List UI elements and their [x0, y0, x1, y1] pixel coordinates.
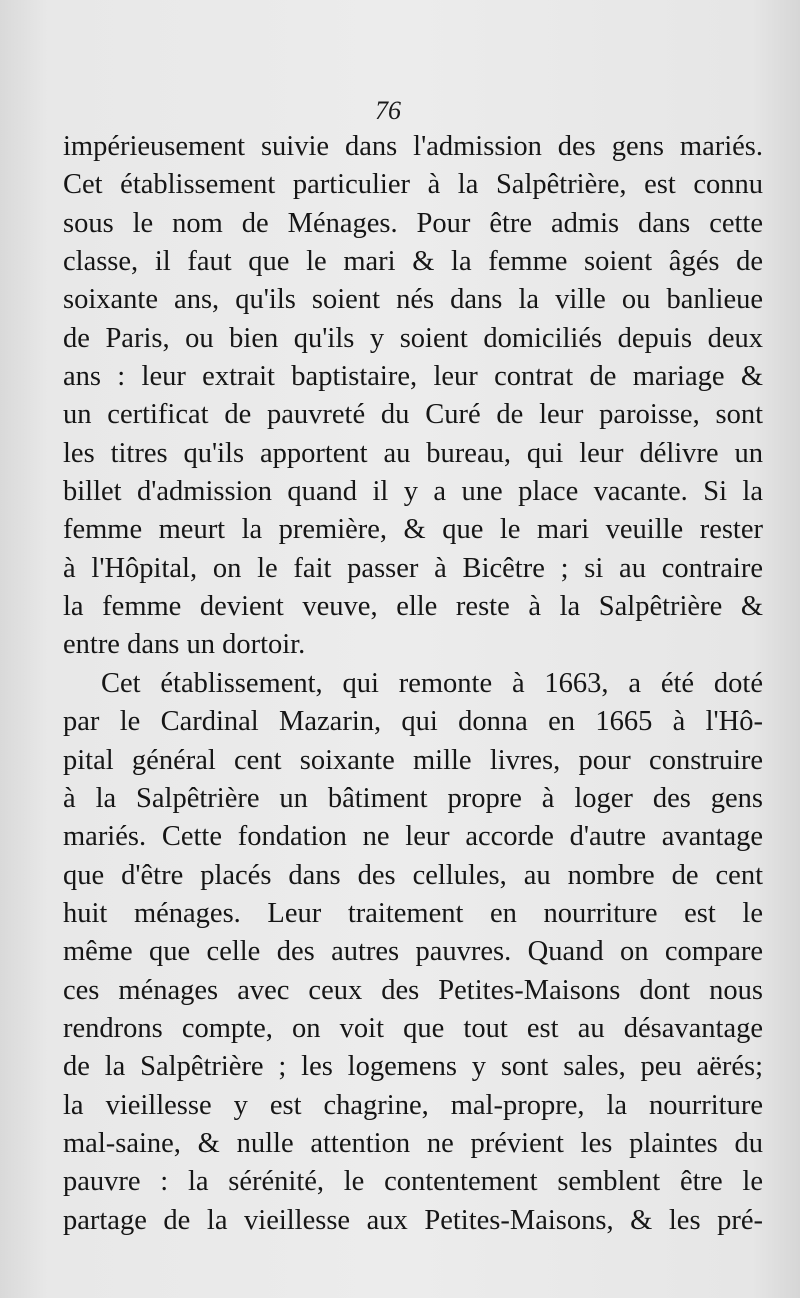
- text-line: Cet établissement particulier à la Salpêtrière, est connu: [63, 169, 763, 201]
- text-line: pital général cent soixante mille livres, pour construire: [63, 744, 763, 776]
- text-line: un certificat de pauvreté du Curé de leur paroisse, sont: [63, 399, 763, 431]
- text-line: mariés. Cette fondation ne leur accorde d'autre avantage: [63, 821, 763, 853]
- text-line: billet d'admission quand il y a une place vacante. Si la: [63, 476, 763, 508]
- text-line: classe, il faut que le mari & la femme soient âgés de: [63, 246, 763, 278]
- page-number: 76: [375, 96, 401, 125]
- paragraph-1: [63, 128, 763, 665]
- text-line: de Paris, ou bien qu'ils y soient domiciliés depuis deux: [63, 322, 763, 354]
- text-line: pauvre : la sérénité, le contentement semblent être le: [63, 1166, 763, 1198]
- text-line: soixante ans, qu'ils soient nés dans la ville ou banlieue: [63, 284, 763, 316]
- text-line: par le Cardinal Mazarin, qui donna en 1665 à l'Hô-: [63, 706, 763, 738]
- text-line: sous le nom de Ménages. Pour être admis dans cette: [63, 207, 763, 239]
- text-line: à la Salpêtrière un bâtiment propre à loger des gens: [63, 782, 763, 814]
- text-line: femme meurt la première, & que le mari veuille rester: [63, 514, 763, 546]
- text-line: ces ménages avec ceux des Petites-Maisons dont nous: [63, 974, 763, 1006]
- text-line: huit ménages. Leur traitement en nourriture est le: [63, 897, 763, 929]
- text-line: partage de la vieillesse aux Petites-Maisons, & les pré-: [63, 1204, 763, 1236]
- text-line: mal-saine, & nulle attention ne prévient les plaintes du: [63, 1127, 763, 1159]
- text-line: à l'Hôpital, on le fait passer à Bicêtre ; si au contraire: [63, 552, 763, 584]
- text-line: la femme devient veuve, elle reste à la Salpêtrière &: [63, 591, 763, 623]
- paragraph-2: [63, 665, 763, 1240]
- text-line: ans : leur extrait baptistaire, leur contrat de mariage &: [63, 361, 763, 393]
- text-line: impérieusement suivie dans l'admission des gens mariés.: [63, 131, 763, 162]
- text-line: que d'être placés dans des cellules, au nombre de cent: [63, 859, 763, 891]
- body-text: [63, 128, 763, 1240]
- text-line: entre dans un dortoir.: [63, 629, 306, 661]
- text-line: rendrons compte, on voit que tout est au désavantage: [63, 1012, 763, 1044]
- text-line: les titres qu'ils apportent au bureau, qui leur délivre un: [63, 437, 763, 469]
- text-line: de la Salpêtrière ; les logemens y sont sales, peu aërés;: [63, 1051, 763, 1083]
- text-line: même que celle des autres pauvres. Quand on compare: [63, 936, 763, 968]
- text-line: la vieillesse y est chagrine, mal-propre, la nourriture: [63, 1089, 763, 1121]
- text-line: Cet établissement, qui remonte à 1663, a été doté: [101, 667, 763, 699]
